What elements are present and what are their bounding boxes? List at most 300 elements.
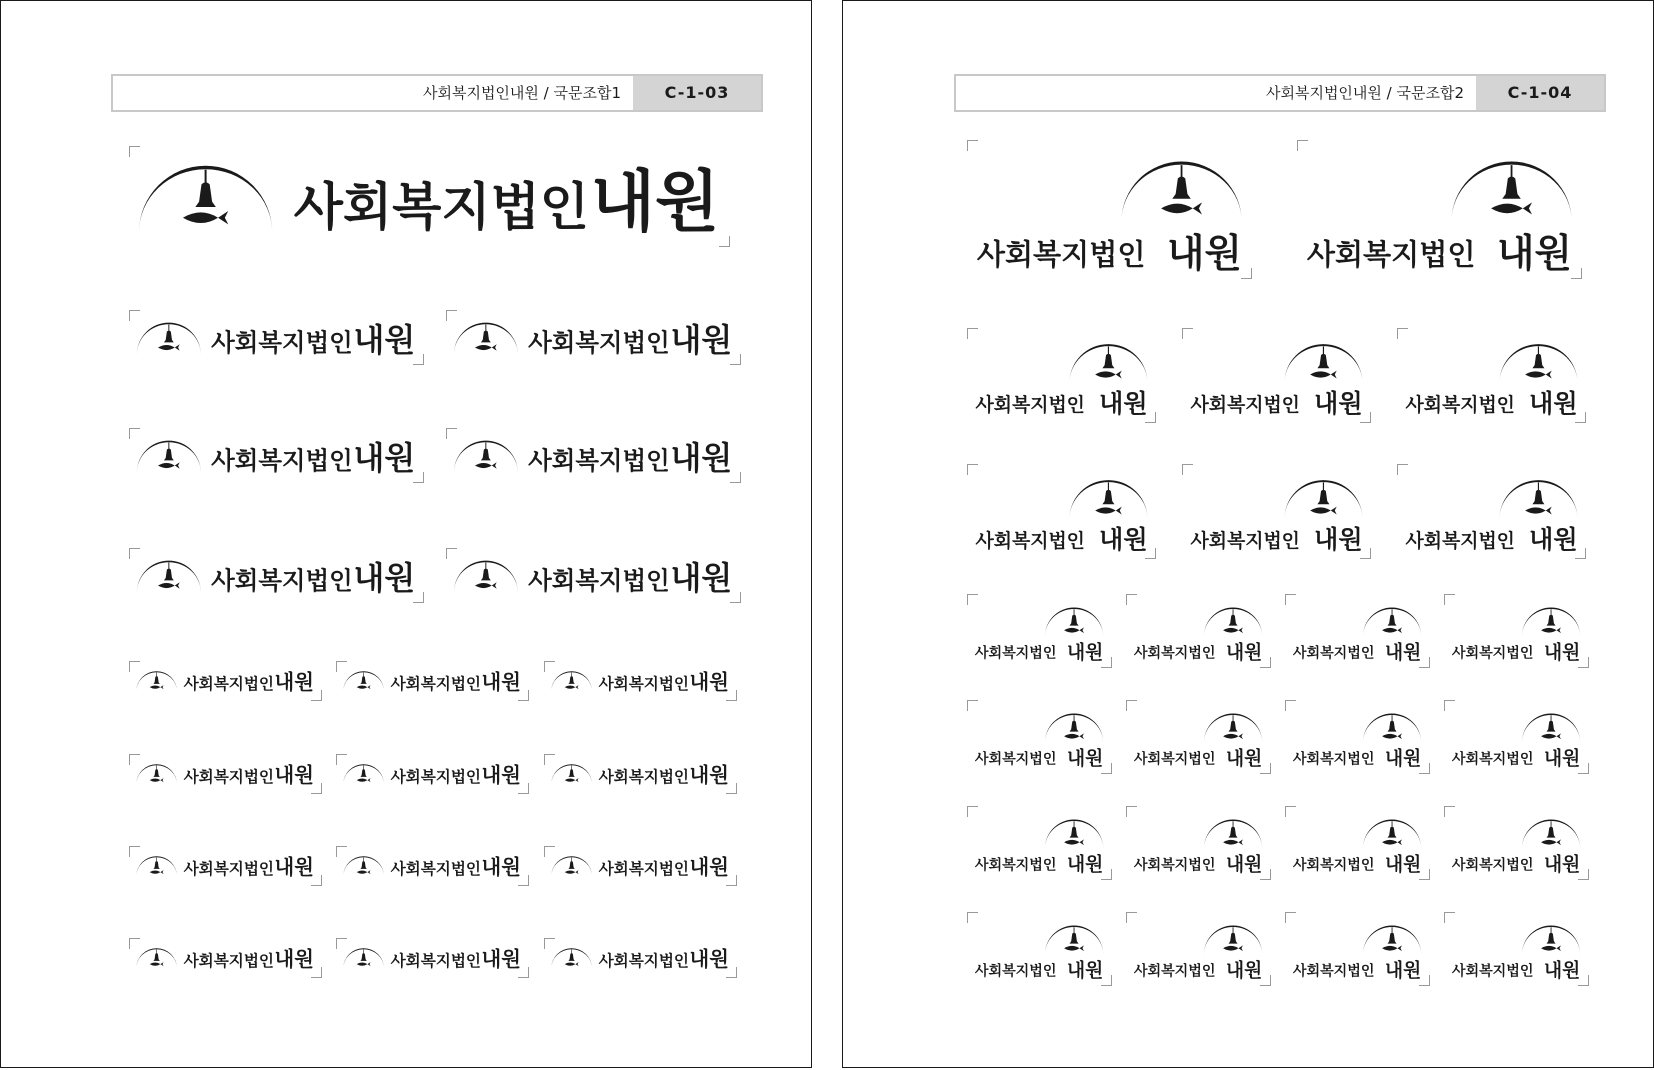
- logo-brand-text: 내원: [274, 670, 314, 695]
- logo-brand-text: 내원: [1066, 642, 1104, 664]
- fish-icon: [1223, 627, 1243, 633]
- fish-icon: [1525, 371, 1552, 379]
- header-title: 사회복지법인내원 / 국문조합2: [1265, 84, 1464, 102]
- logo-stacked: [1291, 706, 1423, 770]
- crop-mark: [518, 967, 529, 978]
- bell-icon: [1532, 490, 1544, 504]
- crop-mark: [1419, 657, 1430, 668]
- bell-icon: [1388, 827, 1397, 838]
- crop-mark: [446, 428, 457, 439]
- logo-horizontal: [452, 434, 734, 476]
- logo-brand-text: 내원: [1066, 748, 1104, 770]
- logo-stacked: [973, 706, 1105, 770]
- logo-brand-text: 내원: [1313, 525, 1363, 555]
- logo-horizontal: [550, 944, 730, 971]
- crop-mark: [726, 967, 737, 978]
- logo-name-text: 사회복지법인: [1133, 857, 1216, 874]
- logo-name-text: 사회복지법인: [974, 963, 1057, 980]
- logo-name-text: 사회복지법인: [598, 860, 689, 879]
- logo-name-text: 사회복지법인: [1451, 857, 1534, 874]
- logo-stacked: [1188, 334, 1364, 419]
- logo-name-text: 사회복지법인: [211, 565, 353, 595]
- logo-name-text: 사회복지법인: [976, 237, 1146, 272]
- logo-horizontal: [452, 316, 734, 358]
- logo-name-text: 사회복지법인: [293, 178, 590, 238]
- fish-icon: [1064, 839, 1084, 845]
- logo-brand-text: 내원: [689, 670, 729, 695]
- logo-stacked: [1303, 146, 1575, 277]
- logo-brand-text: 내원: [274, 763, 314, 788]
- bell-icon: [1102, 354, 1114, 368]
- fish-icon: [1310, 371, 1337, 379]
- logo-brand-text: 내원: [689, 947, 729, 972]
- bell-icon: [1317, 490, 1329, 504]
- logo-name-text: 사회복지법인: [1451, 751, 1534, 768]
- bell-icon: [360, 861, 366, 869]
- bell-icon: [568, 676, 574, 684]
- logo-stacked: [1403, 470, 1579, 555]
- logo-brand-text: 내원: [590, 162, 720, 241]
- fish-icon: [565, 685, 579, 689]
- logo-stacked: [973, 470, 1149, 555]
- crop-mark: [1397, 328, 1408, 339]
- crop-mark: [1444, 700, 1455, 711]
- crop-mark: [129, 310, 140, 321]
- logo-stacked: [973, 918, 1105, 982]
- crop-mark: [1444, 806, 1455, 817]
- crop-mark: [1260, 763, 1271, 774]
- crop-mark: [336, 938, 347, 949]
- fish-icon: [1491, 202, 1532, 214]
- crop-mark: [730, 472, 741, 483]
- crop-mark: [129, 428, 140, 439]
- logo-name-text: 사회복지법인: [1405, 529, 1515, 552]
- logo-horizontal: [135, 152, 723, 240]
- logo-brand-text: 내원: [353, 438, 416, 477]
- logo-stacked: [1450, 706, 1582, 770]
- crop-mark: [518, 783, 529, 794]
- bell-icon: [1388, 615, 1397, 626]
- logo-horizontal: [135, 667, 315, 694]
- logo-horizontal: [135, 852, 315, 879]
- fish-icon: [565, 962, 579, 966]
- crop-mark: [311, 967, 322, 978]
- crop-mark: [1578, 869, 1589, 880]
- crop-mark: [1126, 594, 1137, 605]
- bell-icon: [153, 676, 159, 684]
- logo-horizontal: [135, 316, 417, 358]
- fish-icon: [1382, 733, 1402, 739]
- bell-icon: [1070, 615, 1079, 626]
- crop-mark: [129, 548, 140, 559]
- crop-mark: [336, 754, 347, 765]
- fish-icon: [565, 778, 579, 782]
- crop-mark: [1444, 912, 1455, 923]
- logo-name-text: 사회복지법인: [1292, 963, 1375, 980]
- fish-icon: [1095, 371, 1122, 379]
- logo-name-text: 사회복지법인: [183, 952, 274, 971]
- logo-name-text: 사회복지법인: [1292, 751, 1375, 768]
- logo-horizontal: [452, 554, 734, 596]
- crop-mark: [129, 846, 140, 857]
- fish-icon: [1223, 839, 1243, 845]
- crop-mark: [129, 938, 140, 949]
- bell-icon: [1070, 721, 1079, 732]
- crop-mark: [1182, 328, 1193, 339]
- crop-mark: [967, 594, 978, 605]
- fish-icon: [183, 211, 228, 224]
- logo-brand-text: 내원: [1543, 748, 1581, 770]
- crop-mark: [1578, 975, 1589, 986]
- logo-brand-text: 내원: [274, 855, 314, 880]
- bell-icon: [1229, 827, 1238, 838]
- logo-name-text: 사회복지법인: [974, 857, 1057, 874]
- crop-mark: [129, 146, 140, 157]
- crop-mark: [726, 875, 737, 886]
- logo-name-text: 사회복지법인: [1133, 963, 1216, 980]
- logo-brand-text: 내원: [1166, 231, 1242, 277]
- crop-mark: [1126, 912, 1137, 923]
- fish-icon: [158, 344, 180, 350]
- crop-mark: [1578, 763, 1589, 774]
- crop-mark: [1145, 548, 1156, 559]
- bell-icon: [1388, 721, 1397, 732]
- logo-brand-text: 내원: [481, 855, 521, 880]
- fish-icon: [1064, 733, 1084, 739]
- crop-mark: [1397, 464, 1408, 475]
- bell-icon: [195, 182, 216, 207]
- logo-name-text: 사회복지법인: [211, 327, 353, 357]
- fish-icon: [1382, 627, 1402, 633]
- logo-name-text: 사회복지법인: [390, 768, 481, 787]
- logo-brand-text: 내원: [1098, 389, 1148, 419]
- bell-icon: [1547, 827, 1556, 838]
- logo-name-text: 사회복지법인: [975, 529, 1085, 552]
- crop-mark: [1101, 869, 1112, 880]
- logo-name-text: 사회복지법인: [974, 751, 1057, 768]
- bell-icon: [481, 331, 491, 343]
- logo-brand-text: 내원: [1313, 389, 1363, 419]
- logo-brand-text: 내원: [1543, 642, 1581, 664]
- crop-mark: [967, 806, 978, 817]
- crop-mark: [1101, 657, 1112, 668]
- fish-icon: [565, 870, 579, 874]
- crop-mark: [1285, 912, 1296, 923]
- logo-horizontal: [135, 944, 315, 971]
- logo-stacked: [973, 146, 1245, 277]
- bell-icon: [360, 676, 366, 684]
- fish-icon: [150, 685, 164, 689]
- crop-mark: [1419, 763, 1430, 774]
- crop-mark: [1101, 975, 1112, 986]
- logo-horizontal: [550, 760, 730, 787]
- crop-mark: [544, 754, 555, 765]
- logo-brand-text: 내원: [1384, 960, 1422, 982]
- logo-stacked: [973, 812, 1105, 876]
- logo-stacked: [1450, 600, 1582, 664]
- crop-mark: [1285, 700, 1296, 711]
- logo-brand-text: 내원: [1066, 854, 1104, 876]
- logo-stacked: [1291, 600, 1423, 664]
- crop-mark: [544, 661, 555, 672]
- logo-horizontal: [342, 944, 522, 971]
- bell-icon: [360, 769, 366, 777]
- bell-icon: [1229, 615, 1238, 626]
- crop-mark: [1360, 412, 1371, 423]
- logo-name-text: 사회복지법인: [528, 327, 670, 357]
- bell-icon: [481, 449, 491, 461]
- fish-icon: [1064, 627, 1084, 633]
- fish-icon: [357, 870, 371, 874]
- bell-icon: [153, 769, 159, 777]
- fish-icon: [1064, 945, 1084, 951]
- crop-mark: [730, 592, 741, 603]
- crop-mark: [544, 846, 555, 857]
- fish-icon: [1095, 507, 1122, 515]
- crop-mark: [1260, 975, 1271, 986]
- fish-icon: [158, 462, 180, 468]
- bell-icon: [360, 953, 366, 961]
- crop-mark: [518, 690, 529, 701]
- bell-icon: [568, 861, 574, 869]
- crop-mark: [544, 938, 555, 949]
- fish-icon: [1223, 733, 1243, 739]
- logo-brand-text: 내원: [481, 670, 521, 695]
- bell-icon: [1070, 933, 1079, 944]
- crop-mark: [1575, 412, 1586, 423]
- crop-mark: [1575, 548, 1586, 559]
- logo-brand-text: 내원: [1225, 960, 1263, 982]
- logo-name-text: 사회복지법인: [183, 860, 274, 879]
- fish-icon: [1525, 507, 1552, 515]
- bell-icon: [1547, 615, 1556, 626]
- fish-icon: [1382, 945, 1402, 951]
- logo-brand-text: 내원: [274, 947, 314, 972]
- header-title: 사회복지법인내원 / 국문조합1: [422, 84, 621, 102]
- logo-name-text: 사회복지법인: [975, 393, 1085, 416]
- logo-brand-text: 내원: [1543, 960, 1581, 982]
- fish-icon: [1541, 627, 1561, 633]
- crop-mark: [413, 592, 424, 603]
- crop-mark: [1419, 975, 1430, 986]
- fish-icon: [1541, 839, 1561, 845]
- fish-icon: [475, 344, 497, 350]
- fish-icon: [150, 870, 164, 874]
- crop-mark: [726, 690, 737, 701]
- fish-icon: [158, 582, 180, 588]
- crop-mark: [1126, 806, 1137, 817]
- bell-icon: [1229, 721, 1238, 732]
- logo-stacked: [1450, 918, 1582, 982]
- logo-stacked: [1450, 812, 1582, 876]
- fish-icon: [150, 778, 164, 782]
- bell-icon: [164, 331, 174, 343]
- crop-mark: [129, 754, 140, 765]
- logo-name-text: 사회복지법인: [183, 768, 274, 787]
- logo-horizontal: [135, 760, 315, 787]
- header-bar-right: [954, 74, 1606, 112]
- logo-name-text: 사회복지법인: [211, 445, 353, 475]
- fish-icon: [1382, 839, 1402, 845]
- logo-horizontal: [550, 667, 730, 694]
- logo-brand-text: 내원: [689, 855, 729, 880]
- logo-stacked: [1132, 600, 1264, 664]
- crop-mark: [413, 472, 424, 483]
- logo-stacked: [1291, 812, 1423, 876]
- crop-mark: [967, 700, 978, 711]
- logo-name-text: 사회복지법인: [528, 445, 670, 475]
- crop-mark: [413, 354, 424, 365]
- crop-mark: [1285, 594, 1296, 605]
- fish-icon: [357, 778, 371, 782]
- crop-mark: [967, 140, 978, 151]
- crop-mark: [1101, 763, 1112, 774]
- logo-name-text: 사회복지법인: [598, 675, 689, 694]
- logo-brand-text: 내원: [670, 320, 733, 359]
- logo-brand-text: 내원: [1225, 642, 1263, 664]
- logo-stacked: [1132, 918, 1264, 982]
- header-code: C-1-04: [1476, 76, 1604, 110]
- logo-name-text: 사회복지법인: [1190, 529, 1300, 552]
- logo-horizontal: [550, 852, 730, 879]
- logo-brand-text: 내원: [689, 763, 729, 788]
- logo-name-text: 사회복지법인: [390, 675, 481, 694]
- logo-stacked: [1132, 706, 1264, 770]
- logo-brand-text: 내원: [1384, 748, 1422, 770]
- logo-brand-text: 내원: [1384, 642, 1422, 664]
- crop-mark: [967, 464, 978, 475]
- bell-icon: [1172, 177, 1191, 199]
- logo-name-text: 사회복지법인: [1133, 751, 1216, 768]
- logo-horizontal: [342, 760, 522, 787]
- bell-icon: [1388, 933, 1397, 944]
- fish-icon: [1223, 945, 1243, 951]
- logo-name-text: 사회복지법인: [598, 768, 689, 787]
- header-code: C-1-03: [633, 76, 761, 110]
- crop-mark: [1297, 140, 1308, 151]
- logo-brand-text: 내원: [1384, 854, 1422, 876]
- logo-name-text: 사회복지법인: [1190, 393, 1300, 416]
- logo-stacked: [973, 334, 1149, 419]
- crop-mark: [730, 354, 741, 365]
- bell-icon: [153, 861, 159, 869]
- fish-icon: [475, 462, 497, 468]
- crop-mark: [1182, 464, 1193, 475]
- crop-mark: [311, 875, 322, 886]
- logo-brand-text: 내원: [1225, 748, 1263, 770]
- bell-icon: [164, 569, 174, 581]
- logo-stacked: [1132, 812, 1264, 876]
- bell-icon: [1502, 177, 1521, 199]
- fish-icon: [1310, 507, 1337, 515]
- logo-brand-text: 내원: [670, 558, 733, 597]
- crop-mark: [1260, 869, 1271, 880]
- logo-brand-text: 내원: [481, 947, 521, 972]
- logo-name-text: 사회복지법인: [1451, 645, 1534, 662]
- crop-mark: [446, 548, 457, 559]
- logo-name-text: 사회복지법인: [598, 952, 689, 971]
- crop-mark: [719, 236, 730, 247]
- logo-brand-text: 내원: [1496, 231, 1572, 277]
- logo-brand-text: 내원: [353, 558, 416, 597]
- logo-stacked: [1403, 334, 1579, 419]
- crop-mark: [336, 661, 347, 672]
- logo-brand-text: 내원: [1543, 854, 1581, 876]
- crop-mark: [1444, 594, 1455, 605]
- crop-mark: [446, 310, 457, 321]
- crop-mark: [1285, 806, 1296, 817]
- logo-name-text: 사회복지법인: [974, 645, 1057, 662]
- crop-mark: [311, 783, 322, 794]
- logo-name-text: 사회복지법인: [1306, 237, 1476, 272]
- crop-mark: [129, 661, 140, 672]
- bell-icon: [1070, 827, 1079, 838]
- bell-icon: [153, 953, 159, 961]
- crop-mark: [1571, 268, 1582, 279]
- logo-brand-text: 내원: [1066, 960, 1104, 982]
- logo-stacked: [973, 600, 1105, 664]
- crop-mark: [1260, 657, 1271, 668]
- logo-name-text: 사회복지법인: [1292, 645, 1375, 662]
- crop-mark: [1126, 700, 1137, 711]
- logo-brand-text: 내원: [353, 320, 416, 359]
- logo-horizontal: [135, 554, 417, 596]
- bell-icon: [1317, 354, 1329, 368]
- bell-icon: [568, 769, 574, 777]
- logo-brand-text: 내원: [1225, 854, 1263, 876]
- header-bar-left: [111, 74, 763, 112]
- fish-icon: [1541, 945, 1561, 951]
- crop-mark: [518, 875, 529, 886]
- crop-mark: [726, 783, 737, 794]
- fish-icon: [1541, 733, 1561, 739]
- logo-name-text: 사회복지법인: [1133, 645, 1216, 662]
- logo-stacked: [1188, 470, 1364, 555]
- bell-icon: [1547, 721, 1556, 732]
- logo-brand-text: 내원: [481, 763, 521, 788]
- logo-brand-text: 내원: [1098, 525, 1148, 555]
- bell-icon: [164, 449, 174, 461]
- logo-brand-text: 내원: [1528, 389, 1578, 419]
- crop-mark: [967, 912, 978, 923]
- fish-icon: [357, 962, 371, 966]
- logo-name-text: 사회복지법인: [1405, 393, 1515, 416]
- logo-horizontal: [342, 667, 522, 694]
- logo-name-text: 사회복지법인: [1451, 963, 1534, 980]
- logo-stacked: [1291, 918, 1423, 982]
- logo-name-text: 사회복지법인: [390, 952, 481, 971]
- logo-horizontal: [342, 852, 522, 879]
- crop-mark: [1578, 657, 1589, 668]
- fish-icon: [1161, 202, 1202, 214]
- crop-mark: [967, 328, 978, 339]
- logo-brand-text: 내원: [670, 438, 733, 477]
- crop-mark: [1241, 268, 1252, 279]
- logo-name-text: 사회복지법인: [390, 860, 481, 879]
- fish-icon: [357, 685, 371, 689]
- logo-brand-text: 내원: [1528, 525, 1578, 555]
- logo-horizontal: [135, 434, 417, 476]
- bell-icon: [481, 569, 491, 581]
- crop-mark: [1145, 412, 1156, 423]
- crop-mark: [336, 846, 347, 857]
- crop-mark: [1419, 869, 1430, 880]
- bell-icon: [568, 953, 574, 961]
- bell-icon: [1229, 933, 1238, 944]
- logo-name-text: 사회복지법인: [1292, 857, 1375, 874]
- bell-icon: [1102, 490, 1114, 504]
- bell-icon: [1547, 933, 1556, 944]
